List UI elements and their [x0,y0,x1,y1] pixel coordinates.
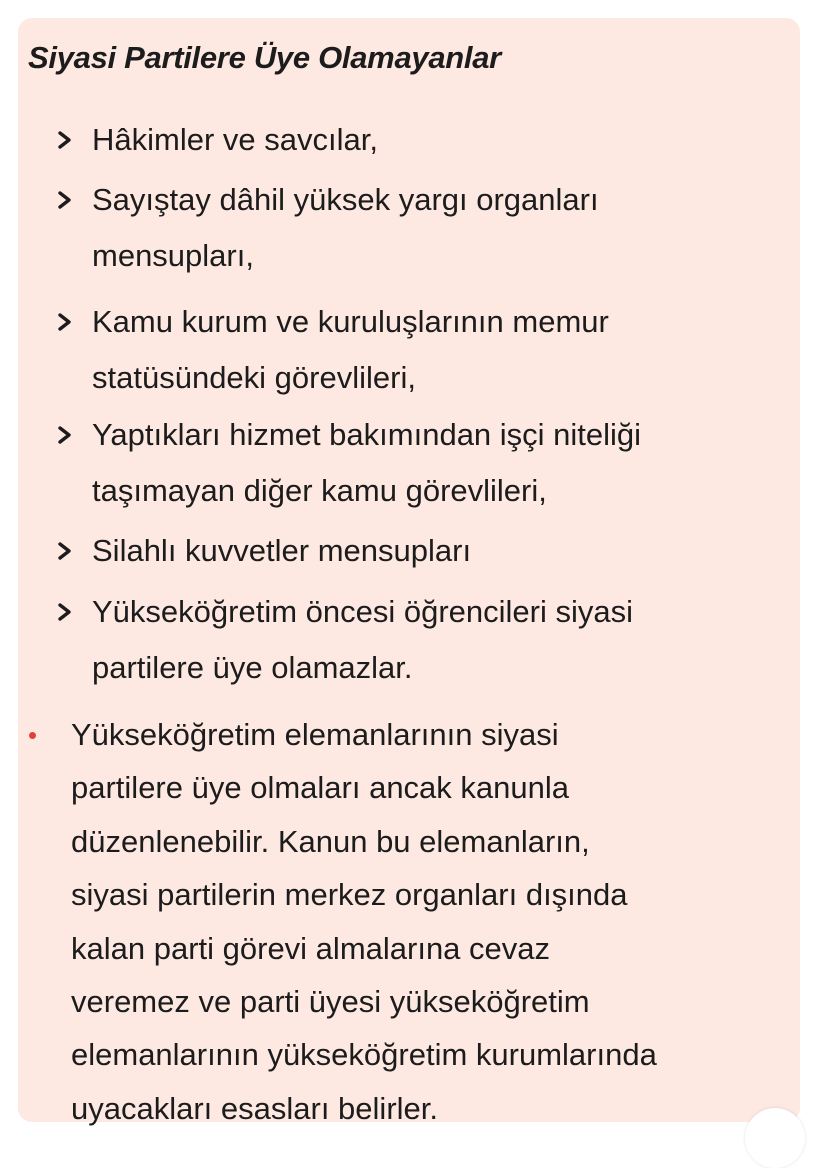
corner-button[interactable] [745,1108,805,1168]
chevron-right-icon [56,191,74,209]
chevron-right-icon [56,131,74,149]
bullet-dot-icon [29,732,36,739]
list-item-text: Yaptıkları hizmet bakımından işçi niteliği taşımayan diğer kamu görevlileri, [92,417,642,508]
chevron-right-icon [56,542,74,560]
list-item-text: Yükseköğretim öncesi öğrencileri siyasi partilere üye olamazlar. [92,594,634,685]
list-item-text: Kamu kurum ve kuruluşlarının memur statüsündeki görevlileri, [92,304,609,395]
chevron-right-icon [56,603,74,621]
chevron-right-icon [56,426,74,444]
list-item-text: Hâkimler ve savcılar, [92,122,378,157]
section-heading: Siyasi Partilere Üye Olamayanlar [28,40,501,75]
note-text: Yükseköğretim elemanlarının siyasi partilere üye olmaları ancak kanunla düzenlenebilir. Kanun bu elemanların, siyasi partilerin merkez organları dışında kalan parti görevi almalarına cevaz veremez ve parti üyesi yükseköğretim elemanlarının yükseköğretim kurumlarında uyacakları esasları belirler. [71,717,657,1126]
list-item-text: Silahlı kuvvetler mensupları [92,533,472,568]
content-card [18,18,800,1126]
list-item-text: Sayıştay dâhil yüksek yargı organları mensupları, [92,182,599,273]
chevron-right-icon [56,313,74,331]
